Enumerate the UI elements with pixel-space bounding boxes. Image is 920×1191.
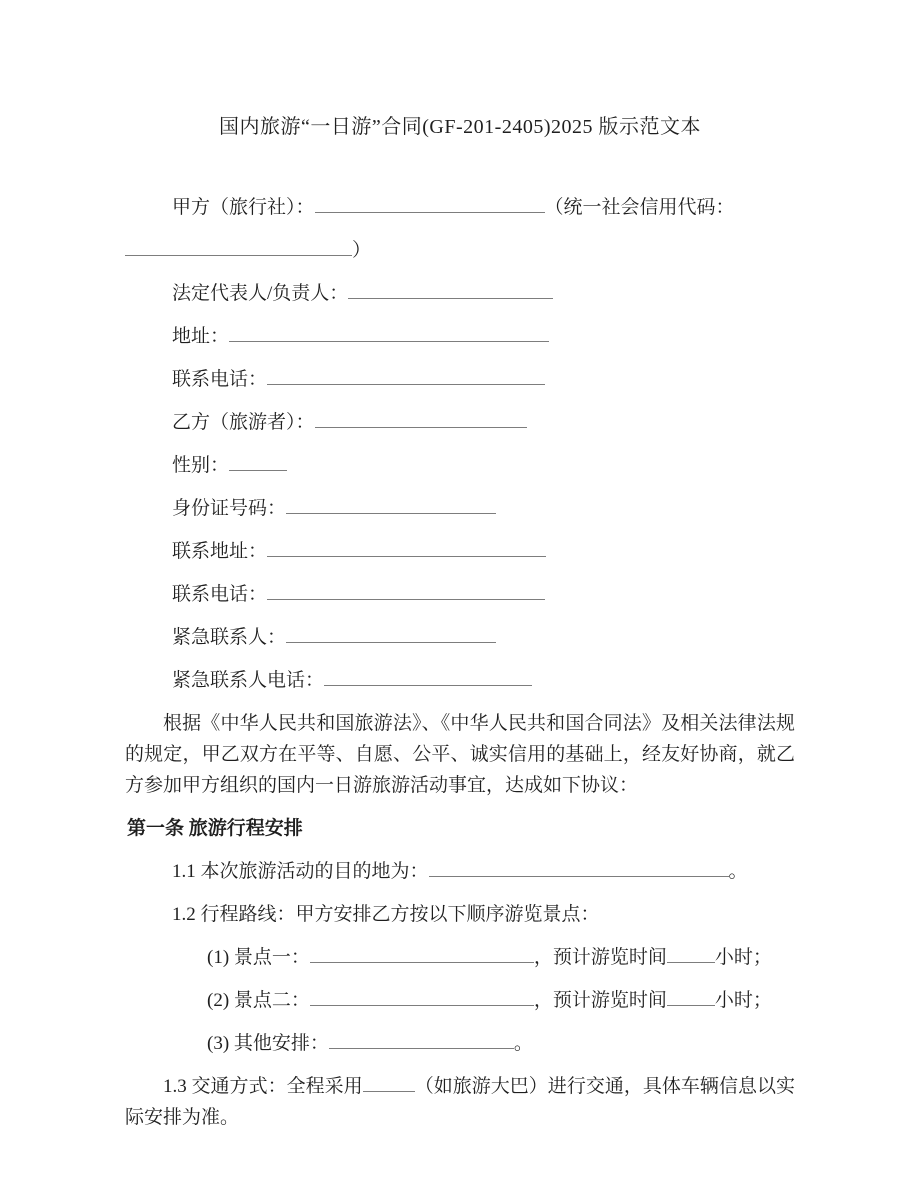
fill-in-blank	[267, 579, 545, 600]
text-run: 联系地址：	[172, 541, 268, 562]
text-run: 联系电话：	[172, 584, 268, 605]
text-run: 紧急联系人：	[172, 627, 287, 648]
id-number-line	[125, 493, 795, 524]
text-run: 法定代表人/负责人：	[172, 283, 349, 304]
text-run: ，预计游览时间	[533, 947, 667, 968]
emergency-contact-phone-line	[125, 665, 795, 696]
fill-in-blank	[324, 665, 532, 686]
text-run: 小时；	[714, 947, 772, 968]
fill-in-blank	[667, 942, 715, 963]
fill-in-blank	[329, 1028, 514, 1049]
text-run: 乙方（旅游者）：	[172, 412, 315, 433]
party-a-line	[125, 192, 795, 223]
text-run: 。	[728, 861, 748, 882]
text-run: （如旅游大巴）进行交通，具体车辆信息以实际安排为准。	[125, 1076, 795, 1128]
party-b-line	[125, 407, 795, 438]
text-run: （统一社会信用代码：	[544, 197, 735, 218]
fill-in-blank	[315, 407, 527, 428]
text-run: 。	[513, 1033, 533, 1054]
text-run: 性别：	[172, 455, 230, 476]
fill-in-blank	[267, 364, 545, 385]
fill-in-blank	[310, 942, 534, 963]
text-run: 联系电话：	[172, 369, 268, 390]
clause-1-3-transport	[125, 1071, 795, 1133]
text-run: 甲方（旅行社）：	[172, 197, 315, 218]
text-run: 小时；	[714, 990, 772, 1011]
document-content	[125, 112, 795, 1133]
preamble-paragraph	[125, 708, 795, 801]
fill-in-blank	[286, 622, 496, 643]
fill-in-blank	[310, 985, 534, 1006]
clause-1-2-route	[125, 899, 795, 930]
party-b-phone-line	[125, 579, 795, 610]
clause-1-1-destination	[125, 856, 795, 887]
text-run: (3) 其他安排：	[207, 1033, 329, 1054]
text-run: 地址：	[172, 326, 230, 347]
contact-address-line	[125, 536, 795, 567]
text-run: 根据《中华人民共和国旅游法》、《中华人民共和国合同法》及相关法律法规的规定，甲乙双方在平等、自愿、公平、诚实信用的基础上，经友好协商，就乙方参加甲方组织的国内一日游旅游活动事宜，达成如下协议：	[125, 713, 795, 796]
text-run: 1.3 交通方式：全程采用	[163, 1076, 363, 1097]
text-run: ）	[352, 240, 372, 261]
text-run: 紧急联系人电话：	[172, 670, 325, 691]
document-title: 国内旅游“一日游”合同(GF-201-2405)2025 版示范文本	[219, 116, 701, 138]
party-a-phone-line	[125, 364, 795, 395]
text-run: 1.2 行程路线：甲方安排乙方按以下顺序游览景点：	[172, 904, 600, 925]
fill-in-blank	[348, 278, 553, 299]
document-body	[125, 192, 795, 1133]
fill-in-blank	[125, 235, 352, 256]
scenic-spot-2-line	[125, 985, 795, 1016]
fill-in-blank	[315, 192, 545, 213]
text-run: ，预计游览时间	[533, 990, 667, 1011]
other-arrangement-line	[125, 1028, 795, 1059]
text-run: 身份证号码：	[172, 498, 287, 519]
party-a-line-continued	[125, 235, 795, 266]
emergency-contact-line	[125, 622, 795, 653]
gender-line	[125, 450, 795, 481]
fill-in-blank	[363, 1071, 415, 1092]
fill-in-blank	[286, 493, 496, 514]
article-1-heading	[125, 813, 795, 844]
text-run: (2) 景点二：	[207, 990, 310, 1011]
text-run: 第一条 旅游行程安排	[127, 818, 303, 839]
address-line	[125, 321, 795, 352]
scenic-spot-1-line	[125, 942, 795, 973]
legal-representative-line	[125, 278, 795, 309]
fill-in-blank	[667, 985, 715, 1006]
fill-in-blank	[229, 450, 287, 471]
fill-in-blank	[429, 856, 729, 877]
fill-in-blank	[229, 321, 549, 342]
fill-in-blank	[267, 536, 546, 557]
text-run: (1) 景点一：	[207, 947, 310, 968]
text-run: 1.1 本次旅游活动的目的地为：	[172, 861, 429, 882]
